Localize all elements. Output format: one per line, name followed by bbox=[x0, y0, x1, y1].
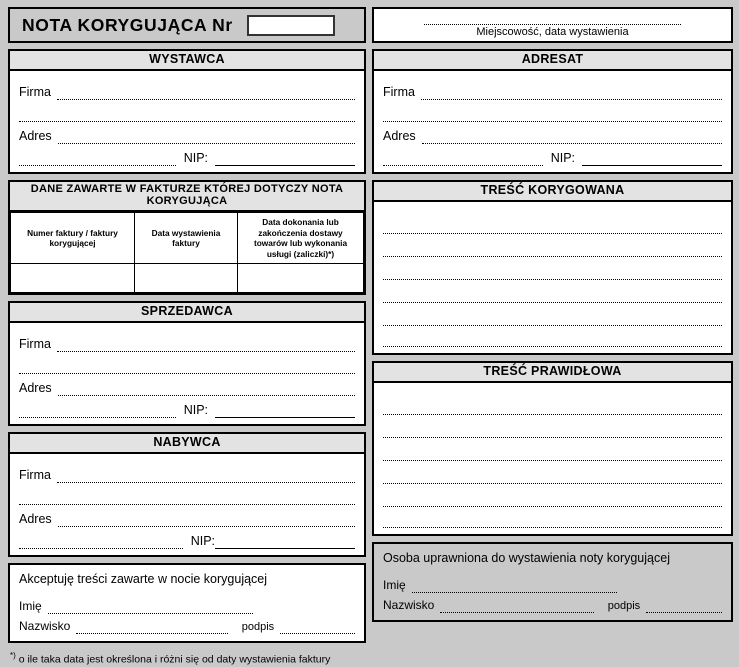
nabywca-nip-row bbox=[19, 527, 355, 549]
wystawca-firma-input-2[interactable] bbox=[19, 108, 355, 122]
wystawca-adres-row bbox=[19, 122, 355, 144]
footnote bbox=[8, 649, 366, 667]
acceptance-imie-row bbox=[19, 594, 355, 614]
acceptance-podpis-input[interactable] bbox=[280, 621, 355, 634]
adresat-body bbox=[374, 71, 731, 172]
sprzedawca-adres-input-2[interactable] bbox=[19, 404, 176, 418]
authorized-person-panel bbox=[372, 542, 733, 622]
invoice-data-panel bbox=[8, 180, 366, 295]
adresat-firma-label: Firma bbox=[383, 85, 415, 100]
tresc-prawidlowa-line-6[interactable] bbox=[383, 507, 722, 528]
authorized-person-body bbox=[374, 544, 731, 620]
right-column bbox=[372, 7, 733, 628]
adresat-firma-row-2 bbox=[383, 100, 722, 122]
tresc-prawidlowa-panel bbox=[372, 361, 733, 536]
wystawca-firma-label: Firma bbox=[19, 85, 51, 100]
nabywca-nip-input[interactable] bbox=[215, 535, 355, 549]
issue-place-date-input[interactable] bbox=[424, 16, 681, 25]
sprzedawca-firma-label: Firma bbox=[19, 337, 51, 352]
cell-issue-date[interactable] bbox=[135, 264, 238, 293]
adresat-firma-input[interactable] bbox=[421, 86, 722, 100]
adresat-firma-row bbox=[383, 78, 722, 100]
authorized-person-podpis-input[interactable] bbox=[646, 600, 722, 613]
table-header-row bbox=[11, 213, 364, 264]
nabywca-nip-label: NIP: bbox=[190, 534, 215, 549]
adresat-adres-row bbox=[383, 122, 722, 144]
adresat-adres-input-2[interactable] bbox=[383, 152, 543, 166]
acceptance-panel bbox=[8, 563, 366, 643]
acceptance-nazwisko-input[interactable] bbox=[76, 621, 227, 634]
adresat-nip-label: NIP: bbox=[550, 151, 575, 166]
nabywca-firma-row bbox=[19, 461, 355, 483]
adresat-nip-input[interactable] bbox=[582, 152, 722, 166]
acceptance-podpis-label: podpis bbox=[241, 621, 275, 634]
wystawca-adres-input-2[interactable] bbox=[19, 152, 176, 166]
tresc-korygowana-line-4[interactable] bbox=[383, 280, 722, 303]
nabywca-adres-input-2[interactable] bbox=[19, 535, 183, 549]
sprzedawca-adres-label: Adres bbox=[19, 381, 52, 396]
sprzedawca-nip-row bbox=[19, 396, 355, 418]
nabywca-body bbox=[10, 454, 364, 555]
sprzedawca-firma-row bbox=[19, 330, 355, 352]
authorized-person-nazwisko-row bbox=[383, 593, 722, 613]
nabywca-adres-label: Adres bbox=[19, 512, 52, 527]
page-title: NOTA KORYGUJĄCA Nr bbox=[22, 14, 233, 35]
table-row bbox=[11, 264, 364, 293]
footnote-text: o ile taka data jest określona i różni się od daty wystawienia faktury bbox=[18, 653, 331, 666]
tresc-prawidlowa-line-4[interactable] bbox=[383, 461, 722, 484]
cell-delivery-date[interactable] bbox=[238, 264, 364, 293]
wystawca-panel bbox=[8, 49, 366, 174]
sprzedawca-firma-input-2[interactable] bbox=[19, 360, 355, 374]
adresat-header: ADRESAT bbox=[374, 51, 731, 71]
nabywca-firma-label: Firma bbox=[19, 468, 51, 483]
wystawca-firma-input[interactable] bbox=[57, 86, 355, 100]
wystawca-adres-label: Adres bbox=[19, 129, 52, 144]
column-header-issue-date: Data wystawienia faktury bbox=[135, 213, 238, 264]
authorized-person-header: Osoba uprawniona do wystawienia noty korygującej bbox=[383, 551, 670, 566]
adresat-nip-row bbox=[383, 144, 722, 166]
authorized-person-imie-label: Imię bbox=[383, 578, 406, 593]
tresc-prawidlowa-line-2[interactable] bbox=[383, 415, 722, 438]
tresc-prawidlowa-line-3[interactable] bbox=[383, 438, 722, 461]
acceptance-nazwisko-label: Nazwisko bbox=[19, 619, 71, 634]
sprzedawca-panel bbox=[8, 301, 366, 426]
sprzedawca-firma-input[interactable] bbox=[57, 338, 355, 352]
acceptance-imie-input[interactable] bbox=[48, 601, 253, 614]
wystawca-body bbox=[10, 71, 364, 172]
acceptance-header: Akceptuję treści zawarte w nocie korygującej bbox=[19, 572, 268, 587]
tresc-prawidlowa-line-5[interactable] bbox=[383, 484, 722, 507]
authorized-person-podpis-label: podpis bbox=[607, 600, 641, 613]
left-column bbox=[8, 7, 366, 667]
acceptance-nazwisko-row bbox=[19, 614, 355, 634]
sprzedawca-adres-input[interactable] bbox=[58, 382, 355, 396]
nabywca-panel bbox=[8, 432, 366, 557]
tresc-korygowana-panel bbox=[372, 180, 733, 355]
tresc-prawidlowa-header: TREŚĆ PRAWIDŁOWA bbox=[374, 363, 731, 383]
cell-invoice-number[interactable] bbox=[11, 264, 135, 293]
wystawca-nip-label: NIP: bbox=[183, 151, 208, 166]
acceptance-body bbox=[10, 565, 364, 641]
adresat-adres-label: Adres bbox=[383, 129, 416, 144]
invoice-data-header: DANE ZAWARTE W FAKTURZE KTÓREJ DOTYCZY NOTA KORYGUJĄCA bbox=[10, 182, 364, 212]
adresat-panel bbox=[372, 49, 733, 174]
column-header-invoice-number: Numer faktury / faktury korygującej bbox=[11, 213, 135, 264]
sprzedawca-nip-label: NIP: bbox=[183, 403, 208, 418]
wystawca-adres-input[interactable] bbox=[58, 130, 355, 144]
tresc-prawidlowa-line-1[interactable] bbox=[383, 392, 722, 415]
sprzedawca-nip-input[interactable] bbox=[215, 404, 355, 418]
nabywca-firma-input-2[interactable] bbox=[19, 491, 355, 505]
nabywca-adres-row bbox=[19, 505, 355, 527]
wystawca-header: WYSTAWCA bbox=[10, 51, 364, 71]
invoice-data-table bbox=[10, 212, 364, 293]
authorized-person-nazwisko-label: Nazwisko bbox=[383, 598, 435, 613]
wystawca-firma-row bbox=[19, 78, 355, 100]
tresc-korygowana-body bbox=[374, 202, 731, 353]
note-number-input[interactable] bbox=[247, 15, 335, 36]
nabywca-adres-input[interactable] bbox=[58, 513, 355, 527]
wystawca-nip-input[interactable] bbox=[215, 152, 355, 166]
authorized-person-nazwisko-input[interactable] bbox=[440, 600, 593, 613]
sprzedawca-body bbox=[10, 323, 364, 424]
wystawca-nip-row bbox=[19, 144, 355, 166]
issue-place-date-caption: Miejscowość, data wystawienia bbox=[476, 26, 629, 38]
wystawca-firma-row-2 bbox=[19, 100, 355, 122]
tresc-korygowana-line-3[interactable] bbox=[383, 257, 722, 280]
sprzedawca-firma-row-2 bbox=[19, 352, 355, 374]
top-row bbox=[8, 7, 733, 667]
acceptance-imie-label: Imię bbox=[19, 599, 42, 614]
authorized-person-imie-row bbox=[383, 573, 722, 593]
form-title-bar bbox=[8, 7, 366, 43]
sprzedawca-header: SPRZEDAWCA bbox=[10, 303, 364, 323]
tresc-prawidlowa-body bbox=[374, 383, 731, 534]
tresc-korygowana-line-6[interactable] bbox=[383, 326, 722, 347]
nabywca-firma-row-2 bbox=[19, 483, 355, 505]
sprzedawca-adres-row bbox=[19, 374, 355, 396]
authorized-person-imie-input[interactable] bbox=[412, 580, 617, 593]
tresc-korygowana-line-2[interactable] bbox=[383, 234, 722, 257]
nabywca-header: NABYWCA bbox=[10, 434, 364, 454]
column-header-delivery-date: Data dokonania lub zakończenia dostawy towarów lub wykonania usługi (zaliczki)*) bbox=[238, 213, 364, 264]
adresat-firma-input-2[interactable] bbox=[383, 108, 722, 122]
adresat-adres-input[interactable] bbox=[422, 130, 722, 144]
tresc-korygowana-header: TREŚĆ KORYGOWANA bbox=[374, 182, 731, 202]
issue-place-date-box bbox=[372, 7, 733, 43]
tresc-korygowana-line-5[interactable] bbox=[383, 303, 722, 326]
footnote-marker: *) bbox=[10, 651, 16, 661]
tresc-korygowana-line-1[interactable] bbox=[383, 211, 722, 234]
nabywca-firma-input[interactable] bbox=[57, 469, 355, 483]
